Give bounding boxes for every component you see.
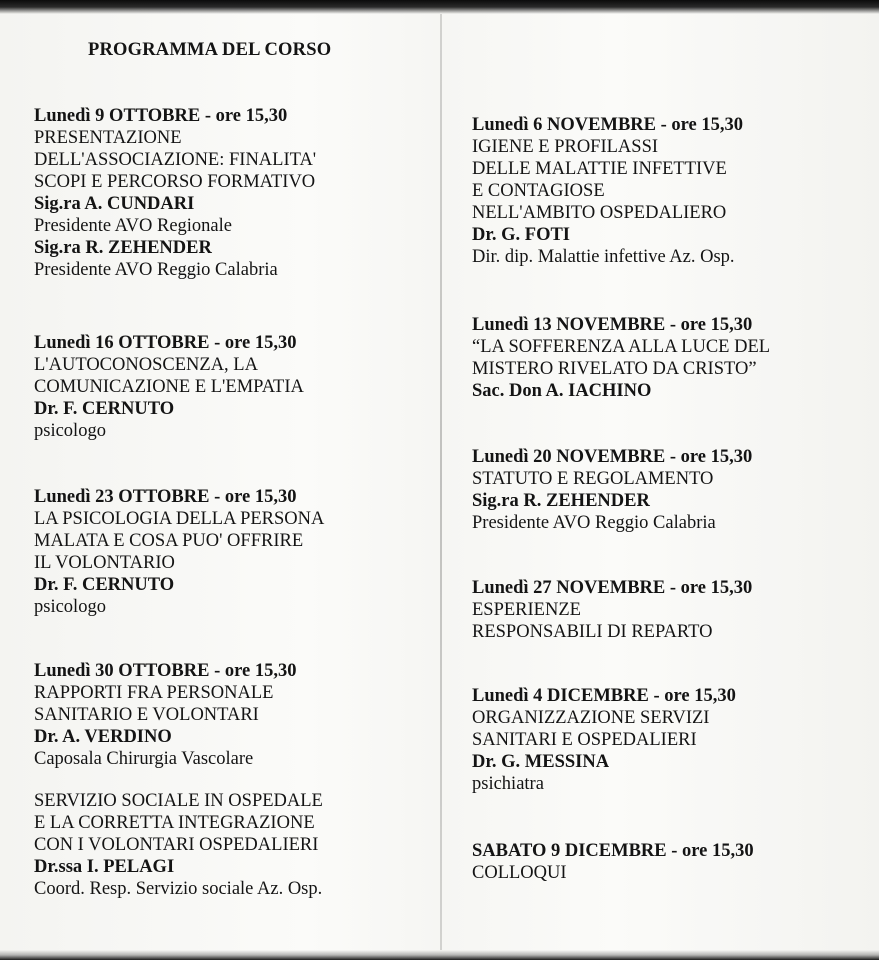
- speaker-name: Sig.ra R. ZEHENDER: [34, 238, 212, 258]
- session-topic: SANITARIO E VOLONTARI: [34, 705, 259, 725]
- speaker-name: Dr. A. VERDINO: [34, 727, 172, 747]
- session-topic: PRESENTAZIONE: [34, 128, 182, 148]
- speaker-role: Presidente AVO Reggio Calabria: [34, 260, 278, 280]
- session-date: Lunedì 13 NOVEMBRE - ore 15,30: [472, 315, 753, 335]
- session-topic: E LA CORRETTA INTEGRAZIONE: [34, 813, 315, 833]
- session-topic: CON I VOLONTARI OSPEDALIERI: [34, 835, 319, 855]
- center-fold: [440, 14, 442, 950]
- speaker-name: Sig.ra R. ZEHENDER: [472, 491, 650, 511]
- session-date: Lunedì 9 OTTOBRE - ore 15,30: [34, 106, 288, 126]
- session-topic: MISTERO RIVELATO DA CRISTO”: [472, 359, 757, 379]
- speaker-role: Dir. dip. Malattie infettive Az. Osp.: [472, 247, 735, 267]
- speaker-role: psicologo: [34, 597, 106, 617]
- speaker-name: Sig.ra A. CUNDARI: [34, 194, 195, 214]
- paper-top-shadow: [0, 0, 879, 14]
- session-topic: SANITARI E OSPEDALIERI: [472, 730, 697, 750]
- page-title: PROGRAMMA DEL CORSO: [88, 40, 332, 60]
- session-topic: ORGANIZZAZIONE SERVIZI: [472, 708, 710, 728]
- paper-bottom-shadow: [0, 950, 879, 960]
- session-topic: COLLOQUI: [472, 863, 567, 883]
- session-date: Lunedì 6 NOVEMBRE - ore 15,30: [472, 115, 744, 135]
- speaker-role: psichiatra: [472, 774, 544, 794]
- session-date: Lunedì 16 OTTOBRE - ore 15,30: [34, 333, 297, 353]
- session-entry: [34, 790, 323, 900]
- speaker-name: Dr. G. FOTI: [472, 225, 570, 245]
- session-date: Lunedì 4 DICEMBRE - ore 15,30: [472, 686, 736, 706]
- session-topic: L'AUTOCONOSCENZA, LA: [34, 355, 258, 375]
- session-topic: LA PSICOLOGIA DELLA PERSONA: [34, 509, 325, 529]
- speaker-name: Dr. G. MESSINA: [472, 752, 610, 772]
- session-entry: [472, 685, 736, 795]
- speaker-role: Presidente AVO Regionale: [34, 216, 232, 236]
- session-date: SABATO 9 DICEMBRE - ore 15,30: [472, 841, 754, 861]
- session-topic: MALATA E COSA PUO' OFFRIRE: [34, 531, 304, 551]
- session-topic: RESPONSABILI DI REPARTO: [472, 622, 713, 642]
- session-date: Lunedì 23 OTTOBRE - ore 15,30: [34, 487, 297, 507]
- speaker-role: Coord. Resp. Servizio sociale Az. Osp.: [34, 879, 323, 899]
- session-topic: IL VOLONTARIO: [34, 553, 175, 573]
- session-topic: SCOPI E PERCORSO FORMATIVO: [34, 172, 316, 192]
- session-topic: NELL'AMBITO OSPEDALIERO: [472, 203, 727, 223]
- session-entry: [34, 332, 304, 442]
- session-entry: [34, 105, 316, 281]
- session-topic: E CONTAGIOSE: [472, 181, 605, 201]
- session-topic: STATUTO E REGOLAMENTO: [472, 469, 714, 489]
- session-topic: “LA SOFFERENZA ALLA LUCE DEL: [472, 337, 771, 357]
- speaker-name: Dr. F. CERNUTO: [34, 399, 175, 419]
- session-topic: RAPPORTI FRA PERSONALE: [34, 683, 274, 703]
- session-topic: IGIENE E PROFILASSI: [472, 137, 659, 157]
- session-entry: [472, 446, 752, 534]
- speaker-name: Sac. Don A. IACHINO: [472, 381, 652, 401]
- session-entry: [472, 114, 743, 268]
- speaker-role: Caposala Chirurgia Vascolare: [34, 749, 254, 769]
- session-topic: SERVIZIO SOCIALE IN OSPEDALE: [34, 791, 323, 811]
- session-entry: [472, 840, 754, 884]
- session-topic: DELL'ASSOCIAZIONE: FINALITA': [34, 150, 317, 170]
- session-date: Lunedì 30 OTTOBRE - ore 15,30: [34, 661, 297, 681]
- speaker-role: Presidente AVO Reggio Calabria: [472, 513, 716, 533]
- session-entry: [472, 314, 770, 402]
- session-entry: [472, 577, 752, 643]
- speaker-name: Dr. F. CERNUTO: [34, 575, 175, 595]
- session-date: Lunedì 20 NOVEMBRE - ore 15,30: [472, 447, 753, 467]
- session-date: Lunedì 27 NOVEMBRE - ore 15,30: [472, 578, 753, 598]
- session-topic: COMUNICAZIONE E L'EMPATIA: [34, 377, 304, 397]
- speaker-name: Dr.ssa I. PELAGI: [34, 857, 175, 877]
- session-topic: DELLE MALATTIE INFETTIVE: [472, 159, 727, 179]
- session-entry: [34, 486, 324, 618]
- speaker-role: psicologo: [34, 421, 106, 441]
- session-entry: [34, 660, 296, 770]
- session-topic: ESPERIENZE: [472, 600, 581, 620]
